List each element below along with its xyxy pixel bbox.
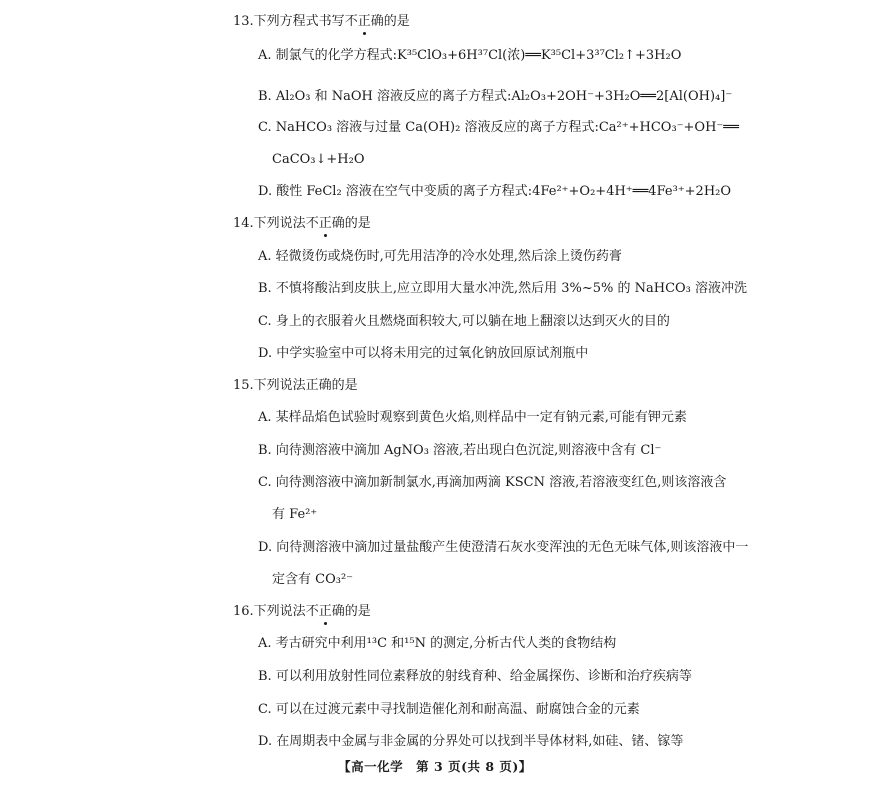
option-line: C. NaHCO₃ 溶液与过量 Ca(OH)₂ 溶液反应的离子方程式:Ca²⁺+HCO₃⁻+OH⁻══ bbox=[258, 120, 739, 135]
stem-text: 16.下列说法 bbox=[233, 604, 306, 619]
option-line: B. 不慎将酸沾到皮肤上,应立即用大量水冲洗,然后用 3%~5% 的 NaHCO₃ 溶液冲洗 bbox=[258, 281, 748, 296]
option-line: C. 身上的衣服着火且燃烧面积较大,可以躺在地上翻滚以达到灭火的目的 bbox=[258, 314, 670, 329]
page-footer: 【高一化学 第 3 页(共 8 页)】 bbox=[338, 759, 532, 774]
stem-text: 的是 bbox=[344, 604, 371, 619]
stem-text: 15.下列说法正确的是 bbox=[233, 378, 358, 393]
option-line: C. 可以在过渡元素中寻找制造催化剂和耐高温、耐腐蚀合金的元素 bbox=[258, 702, 640, 717]
option-line: A. 轻微烫伤或烧伤时,可先用洁净的冷水处理,然后涂上烫伤药膏 bbox=[258, 249, 622, 264]
option-line: A. 考古研究中利用¹³C 和¹⁵N 的测定,分析古代人类的食物结构 bbox=[258, 636, 617, 651]
option-line: A. 制氯气的化学方程式:K³⁵ClO₃+6H³⁷Cl(浓)══K³⁵Cl+3³⁷Cl₂↑+3H₂O bbox=[258, 48, 682, 63]
option-line: CaCO₃↓+H₂O bbox=[272, 152, 365, 167]
question-stem bbox=[233, 216, 371, 232]
option-line: D. 酸性 FeCl₂ 溶液在空气中变质的离子方程式:4Fe²⁺+O₂+4H⁺══4Fe³⁺+2H₂O bbox=[258, 184, 732, 199]
emphasis-text: 不正确 bbox=[305, 604, 345, 619]
emphasis-text: 不正确 bbox=[344, 14, 384, 29]
option-line: B. Al₂O₃ 和 NaOH 溶液反应的离子方程式:Al₂O₃+2OH⁻+3H₂O══2[Al(OH)₄]⁻ bbox=[258, 89, 733, 104]
stem-text: 的是 bbox=[383, 14, 410, 29]
option-line: D. 向待测溶液中滴加过量盐酸产生使澄清石灰水变浑浊的无色无味气体,则该溶液中一 bbox=[258, 540, 749, 555]
option-line: D. 中学实验室中可以将未用完的过氧化钠放回原试剂瓶中 bbox=[258, 346, 589, 361]
option-line: 定含有 CO₃²⁻ bbox=[272, 572, 354, 587]
stem-text: 的是 bbox=[344, 216, 371, 231]
option-line: A. 某样品焰色试验时观察到黄色火焰,则样品中一定有钠元素,可能有钾元素 bbox=[258, 410, 687, 425]
option-line: B. 可以利用放射性同位素释放的射线育种、给金属探伤、诊断和治疗疾病等 bbox=[258, 669, 692, 684]
question-stem bbox=[233, 14, 410, 30]
stem-text: 14.下列说法 bbox=[233, 216, 306, 231]
option-line: B. 向待测溶液中滴加 AgNO₃ 溶液,若出现白色沉淀,则溶液中含有 Cl⁻ bbox=[258, 443, 662, 458]
emphasis-text: 不正确 bbox=[305, 216, 345, 231]
option-line: 有 Fe²⁺ bbox=[272, 507, 318, 522]
option-line: C. 向待测溶液中滴加新制氯水,再滴加两滴 KSCN 溶液,若溶液变红色,则该溶液含 bbox=[258, 475, 727, 490]
question-stem bbox=[233, 604, 371, 620]
question-stem bbox=[233, 378, 358, 394]
stem-text: 13.下列方程式书写 bbox=[233, 14, 345, 29]
option-line: D. 在周期表中金属与非金属的分界处可以找到半导体材料,如硅、锗、镓等 bbox=[258, 734, 684, 749]
